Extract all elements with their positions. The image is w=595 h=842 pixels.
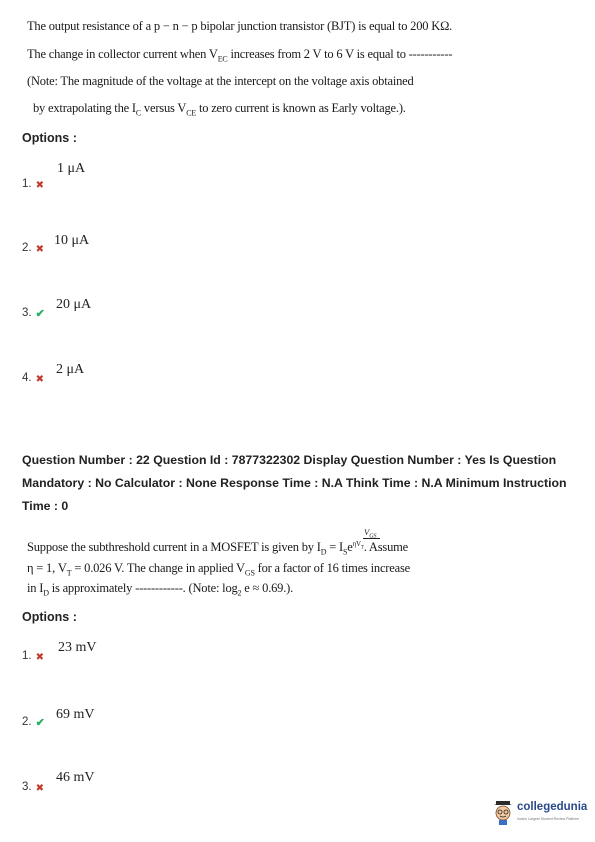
- q2-text-line-2: η = 1, $V_T = 0.026$ V. The change in applied $V_{GS}$ for a factor of 16 times increase: [27, 561, 410, 578]
- q2-option-2-text: 69 mV: [56, 707, 95, 722]
- mascot-icon: [491, 800, 515, 826]
- q2-option-1-text: 23 mV: [58, 640, 97, 655]
- q1-option-2-number[interactable]: 2. ✖: [22, 242, 44, 255]
- q1-text-line-1: The output resistance of a p − n − p bipolar junction transistor (BJT) is equal to 200 KΩ.: [27, 19, 453, 33]
- q2-text-line-1: Suppose the subthreshold current in a MOSFET is given by $I_D = I_Se^{\eta V_T}$. Assume: [27, 540, 408, 557]
- cross-icon: ✖: [35, 244, 44, 255]
- q2-text-line-3: in $I_D$ is approximately ------------. (Note: $\log_2 e \approx 0.69$.).: [27, 581, 294, 598]
- q1-text-line-3: (Note: The magnitude of the voltage at the intercept on the voltage axis obtained: [27, 74, 414, 88]
- q1-text-line-4: by extrapolating the $I_C$ versus $V_{CE}$ to zero current is known as Early voltage.).: [33, 101, 406, 118]
- q1-option-4-number[interactable]: 4. ✖: [22, 372, 44, 385]
- q2-metadata: Question Number : 22 Question Id : 7877322302 Display Question Number : Yes Is Question Mandatory : No Calculator : None Response Time : N.A Think Time : N.A Minimum Instruction Time : 0: [22, 453, 567, 513]
- q2-options-label: Options :: [22, 610, 77, 624]
- q1-options-label: Options :: [22, 131, 77, 145]
- q2-option-3-number[interactable]: 3. ✖: [22, 781, 44, 794]
- q1-option-4-text: 2 μA: [56, 362, 85, 377]
- logo-tagline: India's Largest Student Review Platform: [517, 817, 580, 821]
- q1-option-2-text: 10 μA: [54, 233, 90, 248]
- cross-icon: ✖: [35, 783, 44, 794]
- fraction-bar: [363, 538, 380, 539]
- q2-option-2-number[interactable]: 2. ✔: [22, 716, 45, 729]
- q1-text-line-2: The change in collector current when $V_{EC}$ increases from 2 V to 6 V is equal to -----------: [27, 47, 453, 64]
- q1-option-1-number[interactable]: 1. ✖: [22, 178, 44, 191]
- cross-icon: ✖: [35, 652, 44, 663]
- collegedunia-logo: [491, 798, 587, 834]
- q2-exponent-numerator: $V_{GS}$: [364, 527, 377, 540]
- q2-option-1-number[interactable]: 1. ✖: [22, 650, 44, 663]
- q2-option-3-text: 46 mV: [56, 770, 95, 785]
- check-icon: ✔: [35, 717, 45, 729]
- cross-icon: ✖: [35, 180, 44, 191]
- cross-icon: ✖: [35, 374, 44, 385]
- check-icon: ✔: [35, 308, 45, 320]
- q1-option-1-text: 1 μA: [57, 161, 86, 176]
- q1-option-3-text: 20 μA: [56, 297, 92, 312]
- q1-option-3-number[interactable]: 3. ✔: [22, 307, 45, 320]
- logo-name: collegedunia: [517, 801, 588, 813]
